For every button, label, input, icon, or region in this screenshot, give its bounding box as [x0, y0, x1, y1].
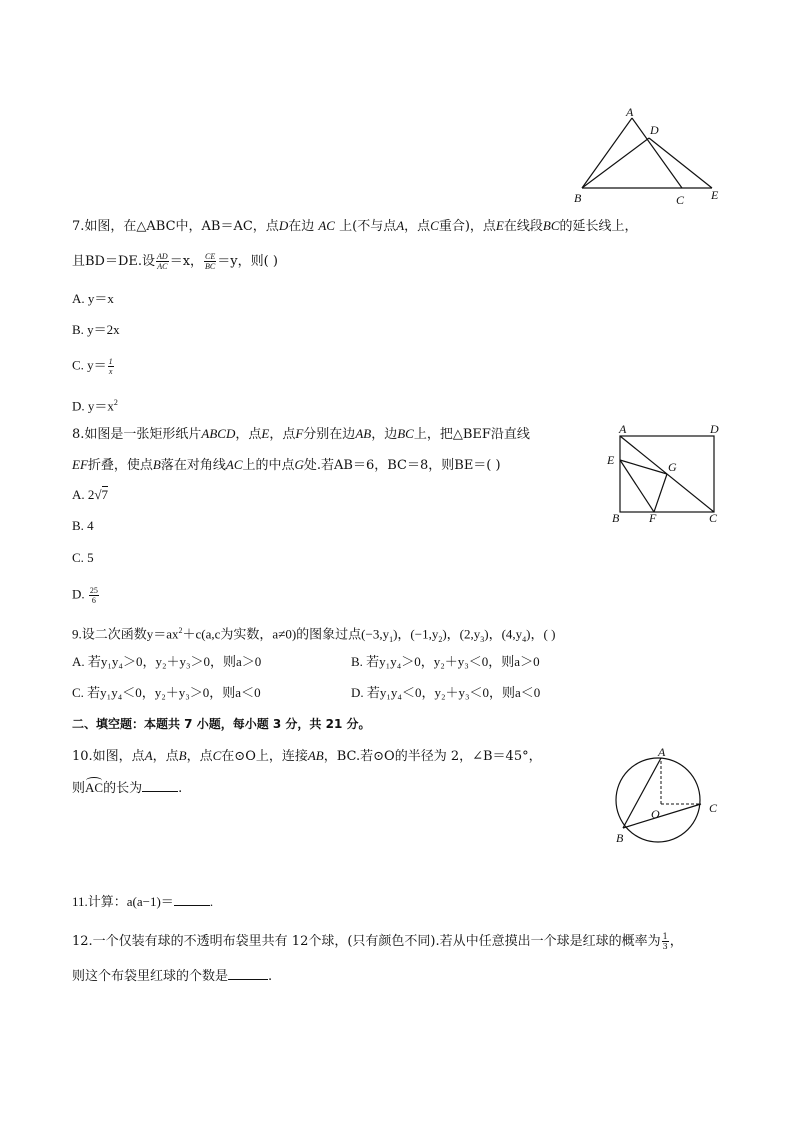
q8-rectangle-figure	[604, 420, 734, 530]
arc-ac: AC	[85, 780, 104, 795]
q8-stem-line2: EF折叠，使点B落在对角线AC上的中点G处.若AB＝6，BC＝8，则BE＝( )	[72, 457, 501, 473]
label-a: A	[658, 745, 666, 759]
answer-blank	[174, 893, 210, 906]
q9-option-c: C. 若y₁y₄＜0，y₂＋y₃＞0，则a＜0	[72, 685, 261, 700]
q8-option-c: C. 5	[72, 550, 94, 565]
label-b: B	[612, 511, 620, 525]
q7-option-d: D. $y=x^2$	[72, 398, 118, 414]
segment-de	[649, 138, 712, 188]
q10-circle-figure	[606, 744, 736, 854]
answer-blank	[142, 779, 178, 792]
label-c: C	[676, 193, 685, 207]
q9-option-b: B. 若y₁y₄＞0，y₂＋y₃＜0，则a＞0	[351, 654, 540, 669]
section-fill-in-title: 二、填空题：本题共 7 小题，每小题 3 分，共 21 分。	[72, 717, 371, 731]
q8-option-d: D. $\frac{25}{6}$	[72, 586, 98, 605]
q12-stem-line2: 则这个布袋里红球的个数是 .	[72, 969, 273, 984]
label-b: B	[616, 831, 624, 845]
q9-option-a: A. 若y₁y₄＞0，y₂＋y₃＞0，则a＞0	[72, 654, 262, 669]
label-d: D	[710, 422, 719, 436]
q7-stem-line2: 且BD＝DE.设 $\frac{AD}{AC}$ ＝x， $\frac{CE}{BC}$ ＝y，则( )	[72, 252, 278, 271]
label-e: E	[711, 188, 719, 202]
q10-stem-line2: 则AC的长为 .	[72, 780, 183, 796]
q7-stem-line1: 7.如图，在△ABC中，AB＝AC，点D在边 AC 上(不与点A，点C重合)，点E在线段BC的延长线上，	[72, 218, 638, 234]
label-e: E	[607, 453, 615, 467]
label-b: B	[574, 191, 582, 205]
label-a: A	[626, 105, 634, 119]
q7-option-a: A. y＝x	[72, 291, 114, 306]
label-o: O	[651, 807, 660, 821]
sqrt-sign: √	[94, 487, 102, 502]
q8-stem-line1: 8.如图是一张矩形纸片ABCD，点E，点F分别在边AB，边BC上，把△BEF沿直线	[72, 426, 530, 442]
q8-option-a: A. 2√7	[72, 487, 109, 502]
label-d: D	[650, 123, 659, 137]
q7-option-b: B. y＝2x	[72, 322, 120, 337]
segment-ef	[620, 460, 654, 512]
label-c: C	[709, 801, 718, 815]
edge-ab	[582, 118, 632, 188]
segment-gf	[654, 474, 667, 512]
label-g: G	[668, 460, 677, 474]
q12-stem-line1: 12.一个仅装有球的不透明布袋里共有 12个球，(只有颜色不同).若从中任意摸出一个球是红球的概率为 $\frac{1}{3}$ ，	[72, 932, 683, 951]
q7-triangle-figure	[570, 100, 730, 210]
circle-o	[616, 758, 700, 842]
label-f: F	[649, 511, 657, 525]
label-a: A	[619, 422, 627, 436]
answer-blank	[228, 967, 268, 980]
q10-stem-line1: 10.如图，点A，点B，点C在⊙O上，连接AB，BC.若⊙O的半径为 2，∠B＝45°，	[72, 748, 542, 764]
q9-stem: 9.设二次函数$y=ax^2+c(a,c$为实数，a≠0)的图象过点$(-3,y_1)$，$(-1,y_2)$，$(2,y_3)$，$(4,y_4)$，( )	[72, 626, 556, 644]
q9-option-d: D. 若y₁y₄＜0，y₂＋y₃＜0，则a＜0	[351, 685, 541, 700]
q11-stem: 11.计算：a(a−1)＝ .	[72, 894, 214, 909]
q7-option-c: C. y＝ $\frac{1}{x}$	[72, 357, 113, 376]
q8-option-b: B. 4	[72, 518, 94, 533]
label-c: C	[709, 511, 718, 525]
segment-bd	[582, 138, 649, 188]
segment-eg	[620, 460, 667, 474]
